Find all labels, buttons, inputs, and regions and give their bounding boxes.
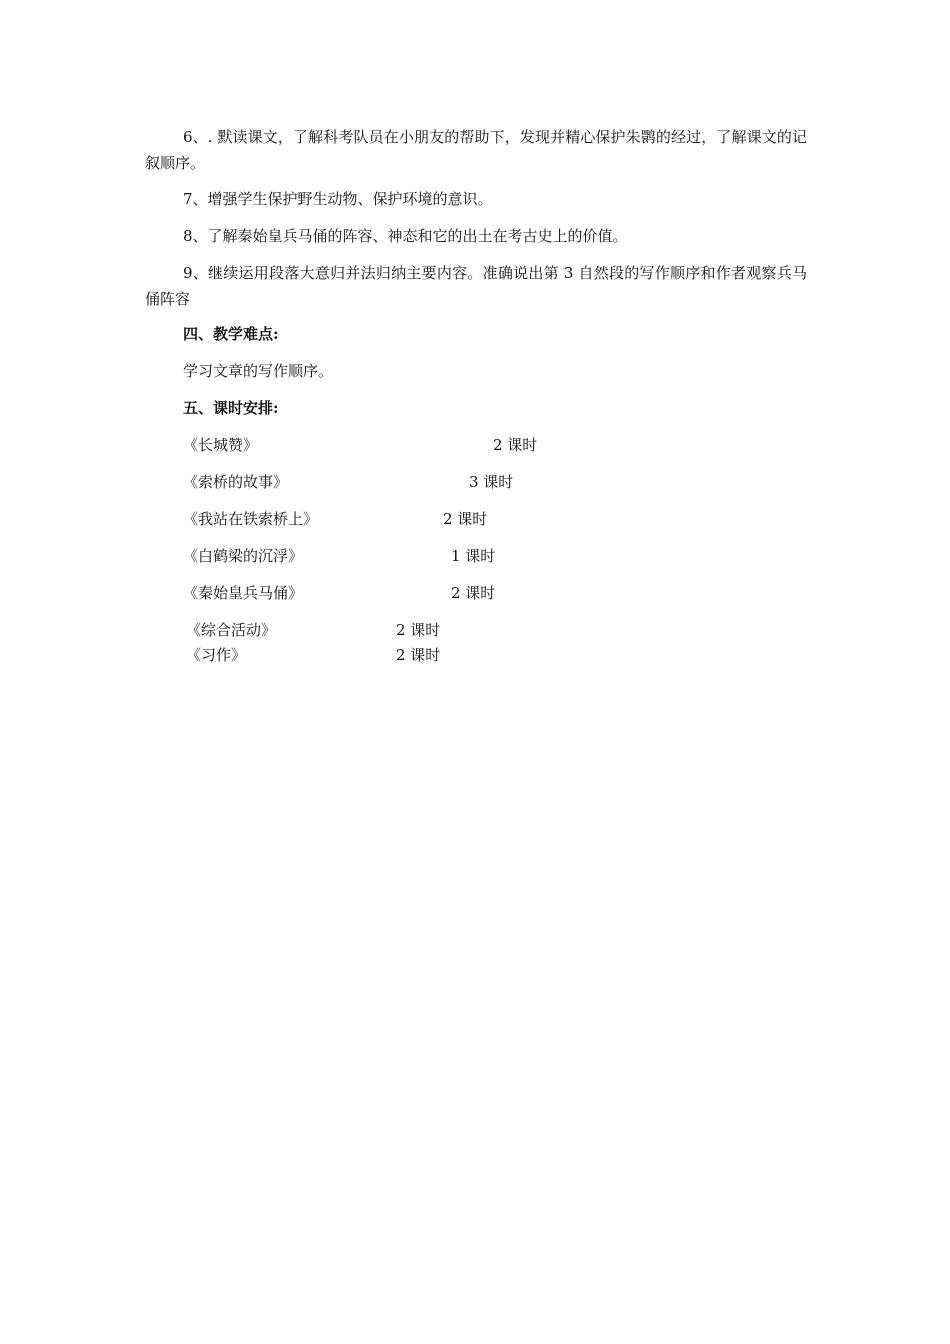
objective-8: 8、了解秦始皇兵马俑的阵容、神态和它的出土在考古史上的价值。: [183, 227, 628, 245]
objective-9: 9、继续运用段落大意归并法归纳主要内容。准确说出第 3 自然段的写作顺序和作者观察兵马俑阵容: [145, 264, 807, 308]
lesson-title: 《习作》: [186, 646, 247, 664]
difficulties-content: 学习文章的写作顺序。: [183, 362, 334, 380]
section-heading-schedule: 五、课时安排:: [183, 399, 279, 417]
objective-7: 7、增强学生保护野生动物、保护环境的意识。: [183, 190, 493, 208]
lesson-title: 《综合活动》: [186, 621, 277, 639]
lesson-hours: 2 课时: [396, 621, 441, 639]
lesson-title: 《白鹤梁的沉浮》: [183, 547, 304, 565]
lesson-title: 《我站在铁索桥上》: [183, 510, 319, 528]
section-heading-difficulties: 四、教学难点:: [183, 325, 279, 343]
lesson-title: 《索桥的故事》: [183, 473, 289, 491]
lesson-hours: 2 课时: [396, 646, 441, 664]
objective-6: 6、. 默读课文，了解科考队员在小朋友的帮助下，发现并精心保护朱鹮的经过，了解课文的记叙顺序。: [145, 128, 807, 172]
lesson-hours: 2 课时: [451, 584, 496, 602]
lesson-hours: 2 课时: [493, 436, 538, 454]
lesson-hours: 2 课时: [443, 510, 488, 528]
lesson-hours: 1 课时: [451, 547, 496, 565]
lesson-title: 《长城赞》: [183, 436, 259, 454]
lesson-title: 《秦始皇兵马俑》: [183, 584, 304, 602]
lesson-hours: 3 课时: [469, 473, 514, 491]
